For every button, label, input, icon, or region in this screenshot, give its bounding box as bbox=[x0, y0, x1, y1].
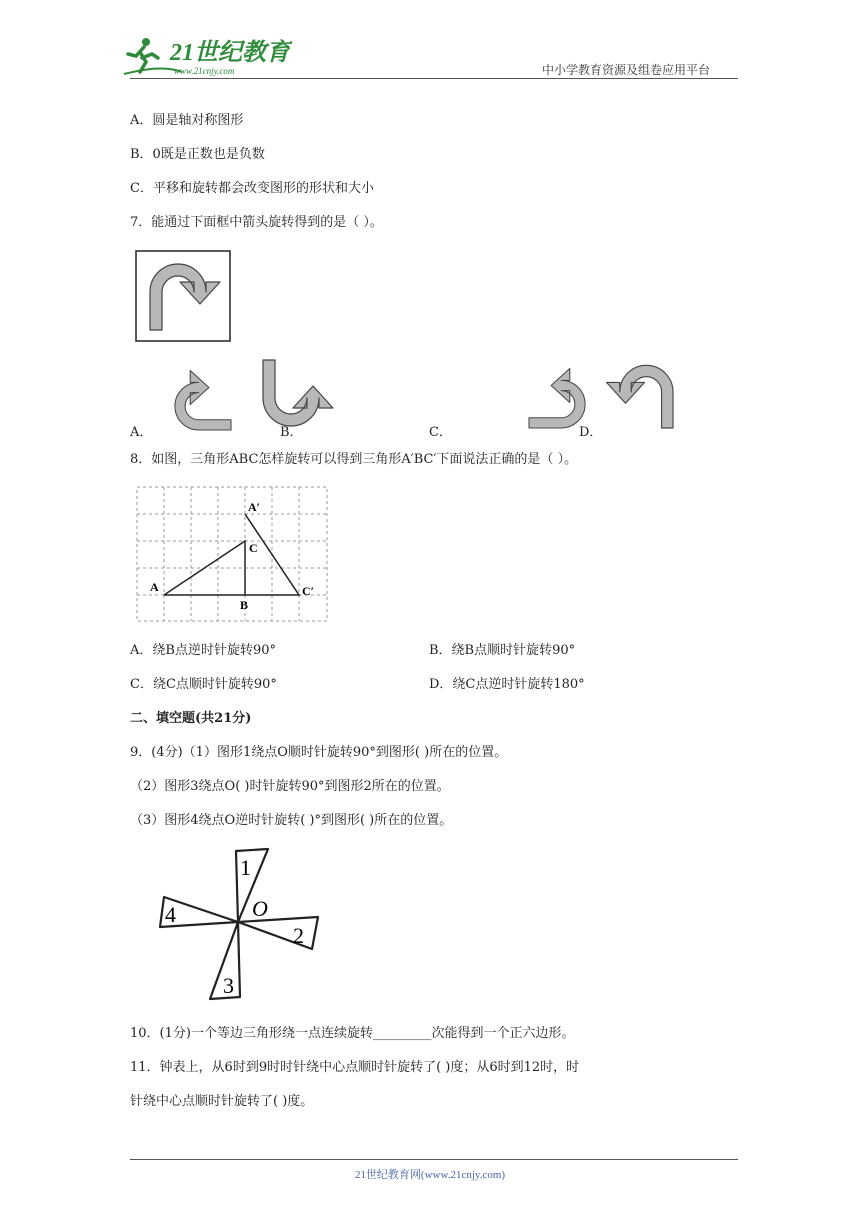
q8-label-b: B bbox=[240, 598, 249, 612]
q8-triangles bbox=[164, 514, 299, 595]
q7-option-b-arrow bbox=[263, 360, 333, 426]
q11-line2: 针绕中心点顺时针旋转了( )度。 bbox=[130, 1094, 314, 1109]
q9-line2: （2）图形3绕点O( )时针旋转90°到图形2所在的位置。 bbox=[130, 779, 450, 794]
q7-figures bbox=[125, 248, 685, 440]
q7-text: 7．能通过下面框中箭头旋转得到的是（ ）。 bbox=[130, 215, 383, 230]
q9-shape-2 bbox=[238, 917, 318, 949]
q8-grid bbox=[137, 487, 327, 621]
q6-option-c: C．平移和旋转都会改变图形的形状和大小 bbox=[130, 181, 374, 196]
logo bbox=[122, 34, 292, 78]
header-rule bbox=[130, 78, 738, 79]
q8-text: 8．如图，三角形ABC怎样旋转可以得到三角形A′BC′下面说法正确的是（ ）。 bbox=[130, 452, 578, 467]
q10-text: 10．(1分)一个等边三角形绕一点连续旋转_________次能得到一个正六边形。 bbox=[130, 1026, 575, 1041]
q6-option-b: B．0既是正数也是负数 bbox=[130, 147, 265, 162]
q8-option-b: B．绕B点顺时针旋转90° bbox=[429, 643, 576, 658]
q7-option-d-arrow bbox=[607, 365, 674, 428]
q8-label-c: C bbox=[249, 541, 258, 555]
q9-line3: （3）图形4绕点O逆时针旋转( )°到图形( )所在的位置。 bbox=[130, 813, 453, 828]
q7-label-b: B． bbox=[280, 425, 303, 440]
q9-line1: 9．(4分)（1）图形1绕点O顺时针旋转90°到图形( )所在的位置。 bbox=[130, 745, 508, 760]
footer-text: 21世纪教育网(www.21cnjy.com) bbox=[354, 1169, 506, 1181]
q9-label-4: 4 bbox=[165, 902, 176, 927]
q7-option-c-arrow bbox=[529, 369, 585, 429]
q7-label-d: D． bbox=[579, 425, 603, 440]
q6-option-a: A．圆是轴对称图形 bbox=[130, 113, 244, 128]
q8-grid-figure bbox=[134, 484, 334, 624]
logo-url: www.21cnjy.com bbox=[174, 66, 235, 76]
q7-option-a-arrow bbox=[175, 371, 231, 431]
q9-label-o: O bbox=[252, 896, 268, 921]
q11-line1: 11．钟表上，从6时到9时时针绕中心点顺时针旋转了( )度；从6时到12时，时 bbox=[130, 1060, 580, 1075]
q8-label-c-prime: C′ bbox=[302, 584, 315, 598]
q8-label-a-prime: A′ bbox=[248, 500, 261, 514]
q8-option-c: C．绕C点顺时针旋转90° bbox=[130, 677, 277, 692]
footer-rule bbox=[130, 1159, 738, 1160]
logo-text: 21世纪教育 bbox=[170, 40, 290, 66]
q8-label-a: A bbox=[150, 580, 159, 594]
q9-label-2: 2 bbox=[293, 923, 304, 948]
q8-option-d: D．绕C点逆时针旋转180° bbox=[429, 677, 585, 692]
q7-original-arrow bbox=[150, 264, 220, 330]
section-2-heading: 二、填空题(共21分) bbox=[130, 711, 252, 726]
q7-label-a: A． bbox=[130, 425, 153, 440]
header-platform-text: 中小学教育资源及组卷应用平台 bbox=[542, 63, 711, 77]
q9-label-1: 1 bbox=[240, 855, 251, 880]
q9-pinwheel-figure bbox=[150, 845, 330, 1005]
q7-label-c: C． bbox=[429, 425, 452, 440]
q8-option-a: A．绕B点逆时针旋转90° bbox=[130, 643, 276, 658]
q9-label-3: 3 bbox=[223, 973, 234, 998]
